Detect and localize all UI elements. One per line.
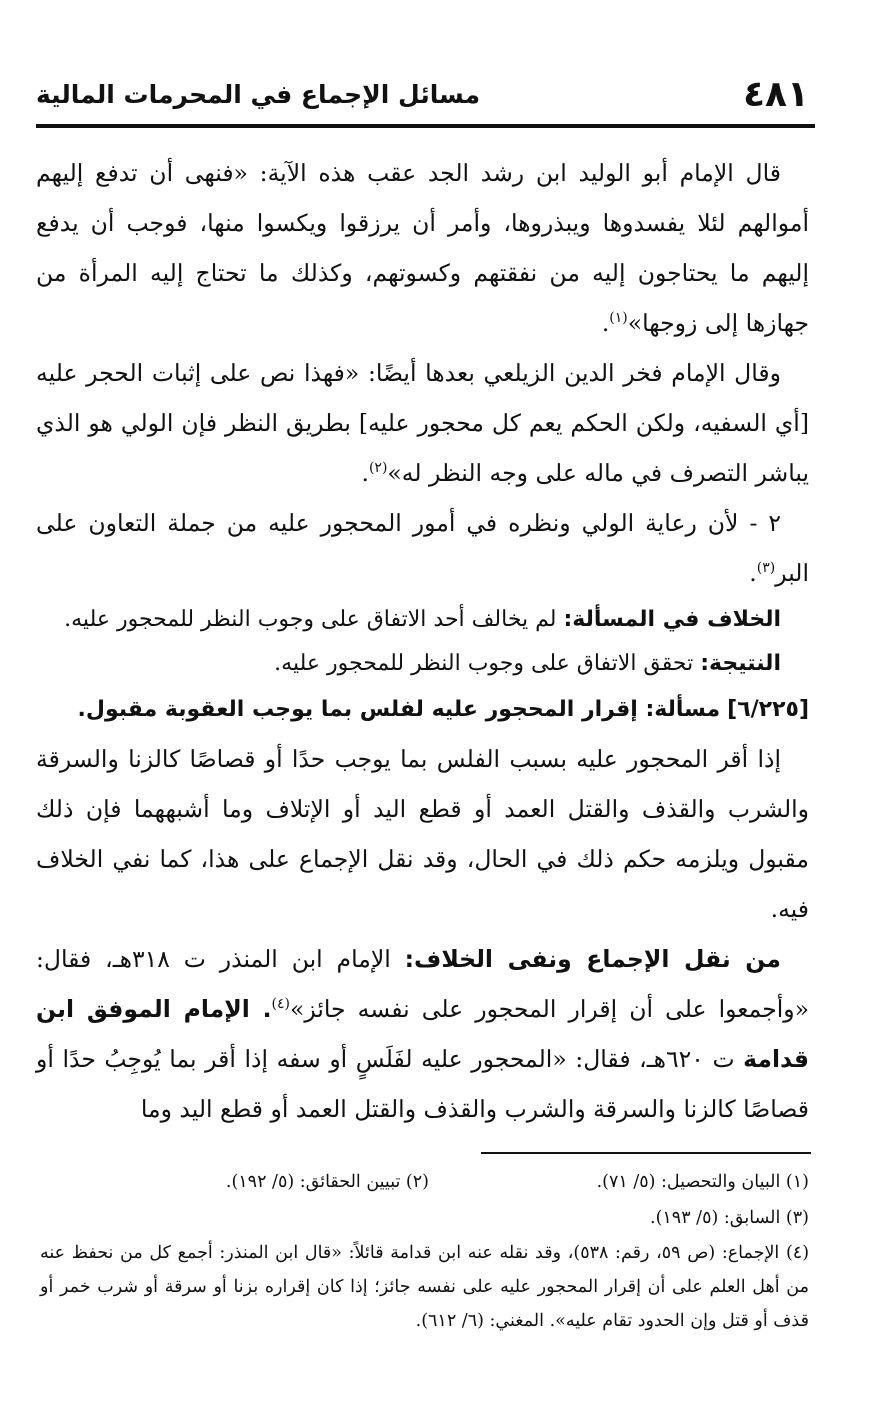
paragraph-text: قال الإمام أبو الوليد ابن رشد الجد عقب هذه الآية: «فنهى أن تدفع إليهم أموالهم لئلا يفسدوها ويبذروها، وأمر أن يرزقوا ويكسوا منها، فوجب أن يدفع إليهم ما يحتاجون إليه من نفقتهم وكسوتهم، وكذلك ما تحتاج إليه المرأة من جهازها إلى زوجها» <box>36 159 809 337</box>
khilaf-text: لم يخالف أحد الاتفاق على وجوب النظر للمحجور عليه. <box>64 607 557 632</box>
main-text <box>36 148 809 1134</box>
paragraph-zaylai: وقال الإمام فخر الدين الزيلعي بعدها أيضًا: «فهذا نص على إثبات الحجر عليه [أي السفيه، ولكن الحكم يعم كل محجور عليه] بطريق النظر فإن الولي هو الذي يباشر التصرف في ماله على وجه النظر له»$^{(٢)}$. <box>36 359 809 487</box>
masala-number: [٦/٢٢٥] <box>727 697 809 722</box>
ibn-qudama-text: ت ٦٢٠هـ، فقال: «المحجور عليه لفَلَسٍ أو سفه إذا أقر بما يُوجِبُ حدًا أو قصاصًا كالزنا والسرقة والشرب والقذف والقتل العمد أو قطع اليد وما <box>36 1045 809 1123</box>
header-rule <box>36 124 815 128</box>
footnote-ref-4: (٤) <box>271 996 290 1013</box>
footnote-2: (٢) تبيين الحقائق: (٥/ ١٩٢). <box>225 1172 429 1192</box>
paragraph-point-2: ٢ - لأن رعاية الولي ونظره في أمور المحجور عليه من جملة التعاون على البر$^{(٣)}$. <box>36 509 809 587</box>
paragraph-text: وقال الإمام فخر الدين الزيلعي بعدها أيضًا: «فهذا نص على إثبات الحجر عليه [أي السفيه، ولكن الحكم يعم كل محجور عليه] بطريق النظر فإن الولي هو الذي يباشر التصرف في ماله على وجه النظر له» <box>36 359 809 487</box>
page-number: ٤٨١ <box>743 74 809 115</box>
footnote-1: (١) البيان والتحصيل: (٥/ ٧١). <box>596 1172 809 1192</box>
khilaf-label: الخلاف في المسألة: <box>563 607 781 632</box>
natija-text: تحقق الاتفاق على وجوب النظر للمحجور عليه. <box>274 651 694 676</box>
paragraph-ijma-sources <box>36 934 809 1134</box>
footnote-ref-2: (٢) <box>368 460 388 477</box>
footnote-separator <box>481 1152 811 1154</box>
footnote-ref-1: (١) <box>609 310 628 327</box>
footnotes <box>40 1164 809 1338</box>
ibn-mundhir-text: الإمام ابن المنذر ت ٣١٨هـ، فقال: «وأجمعوا على أن إقرار المحجور على نفسه جائز» <box>36 945 809 1023</box>
ibn-qudama-label: . الإمام الموفق ابن قدامة <box>36 995 809 1073</box>
masala-title: مسألة: إقرار المحجور عليه لفلس بما يوجب العقوبة مقبول. <box>77 697 721 722</box>
running-title: مسائل الإجماع في المحرمات المالية <box>36 80 481 109</box>
natija-line <box>36 642 809 686</box>
footnote-ref-3: (٣) <box>756 560 776 577</box>
khilaf-line <box>36 598 809 642</box>
natija-label: النتيجة: <box>700 651 781 676</box>
paragraph-ibn-rushd: قال الإمام أبو الوليد ابن رشد الجد عقب هذه الآية: «فنهى أن تدفع إليهم أموالهم لئلا يفسدوها ويبذروها، وأمر أن يرزقوا ويكسوا منها، فوجب أن يدفع إليهم ما يحتاجون إليه من نفقتهم وكسوتهم، وكذلك ما تحتاج إليه المرأة من جهازها إلى زوجها»$^{(١)}$. <box>36 159 809 337</box>
paragraph-ruling: إذا أقر المحجور عليه بسبب الفلس بما يوجب حدًا أو قصاصًا كالزنا والسرقة والشرب والقذف والقتل العمد أو قطع اليد أو الإتلاف وما أشبههما فإن ذلك مقبول ويلزمه حكم ذلك في الحال، وقد نقل الإجماع على هذا، كما نفي الخلاف فيه. <box>36 745 809 923</box>
footnote-3: (٣) السابق: (٥/ ١٩٣). <box>650 1208 809 1228</box>
footnote-4: (٤) الإجماع: (ص ٥٩، رقم: ٥٣٨)، وقد نقله عنه ابن قدامة قائلاً: «قال ابن المنذر: أجمع كل من نحفظ عنه من أهل العلم على أن إقرار المحجور عليه على نفسه جائز؛ إذا كان إقراره بزنا أو سرقة أو شرب خمر أو قذف أو قتل وإن الحدود تقام عليه». المغني: (٦/ ٦١٢). <box>40 1243 810 1331</box>
ijma-label: من نقل الإجماع ونفى الخلاف: <box>404 945 781 973</box>
page-header <box>36 74 809 124</box>
masala-heading <box>36 686 809 734</box>
paragraph-text: ٢ - لأن رعاية الولي ونظره في أمور المحجور عليه من جملة التعاون على البر <box>36 509 809 587</box>
footnote-row-1-2 <box>40 1164 809 1200</box>
